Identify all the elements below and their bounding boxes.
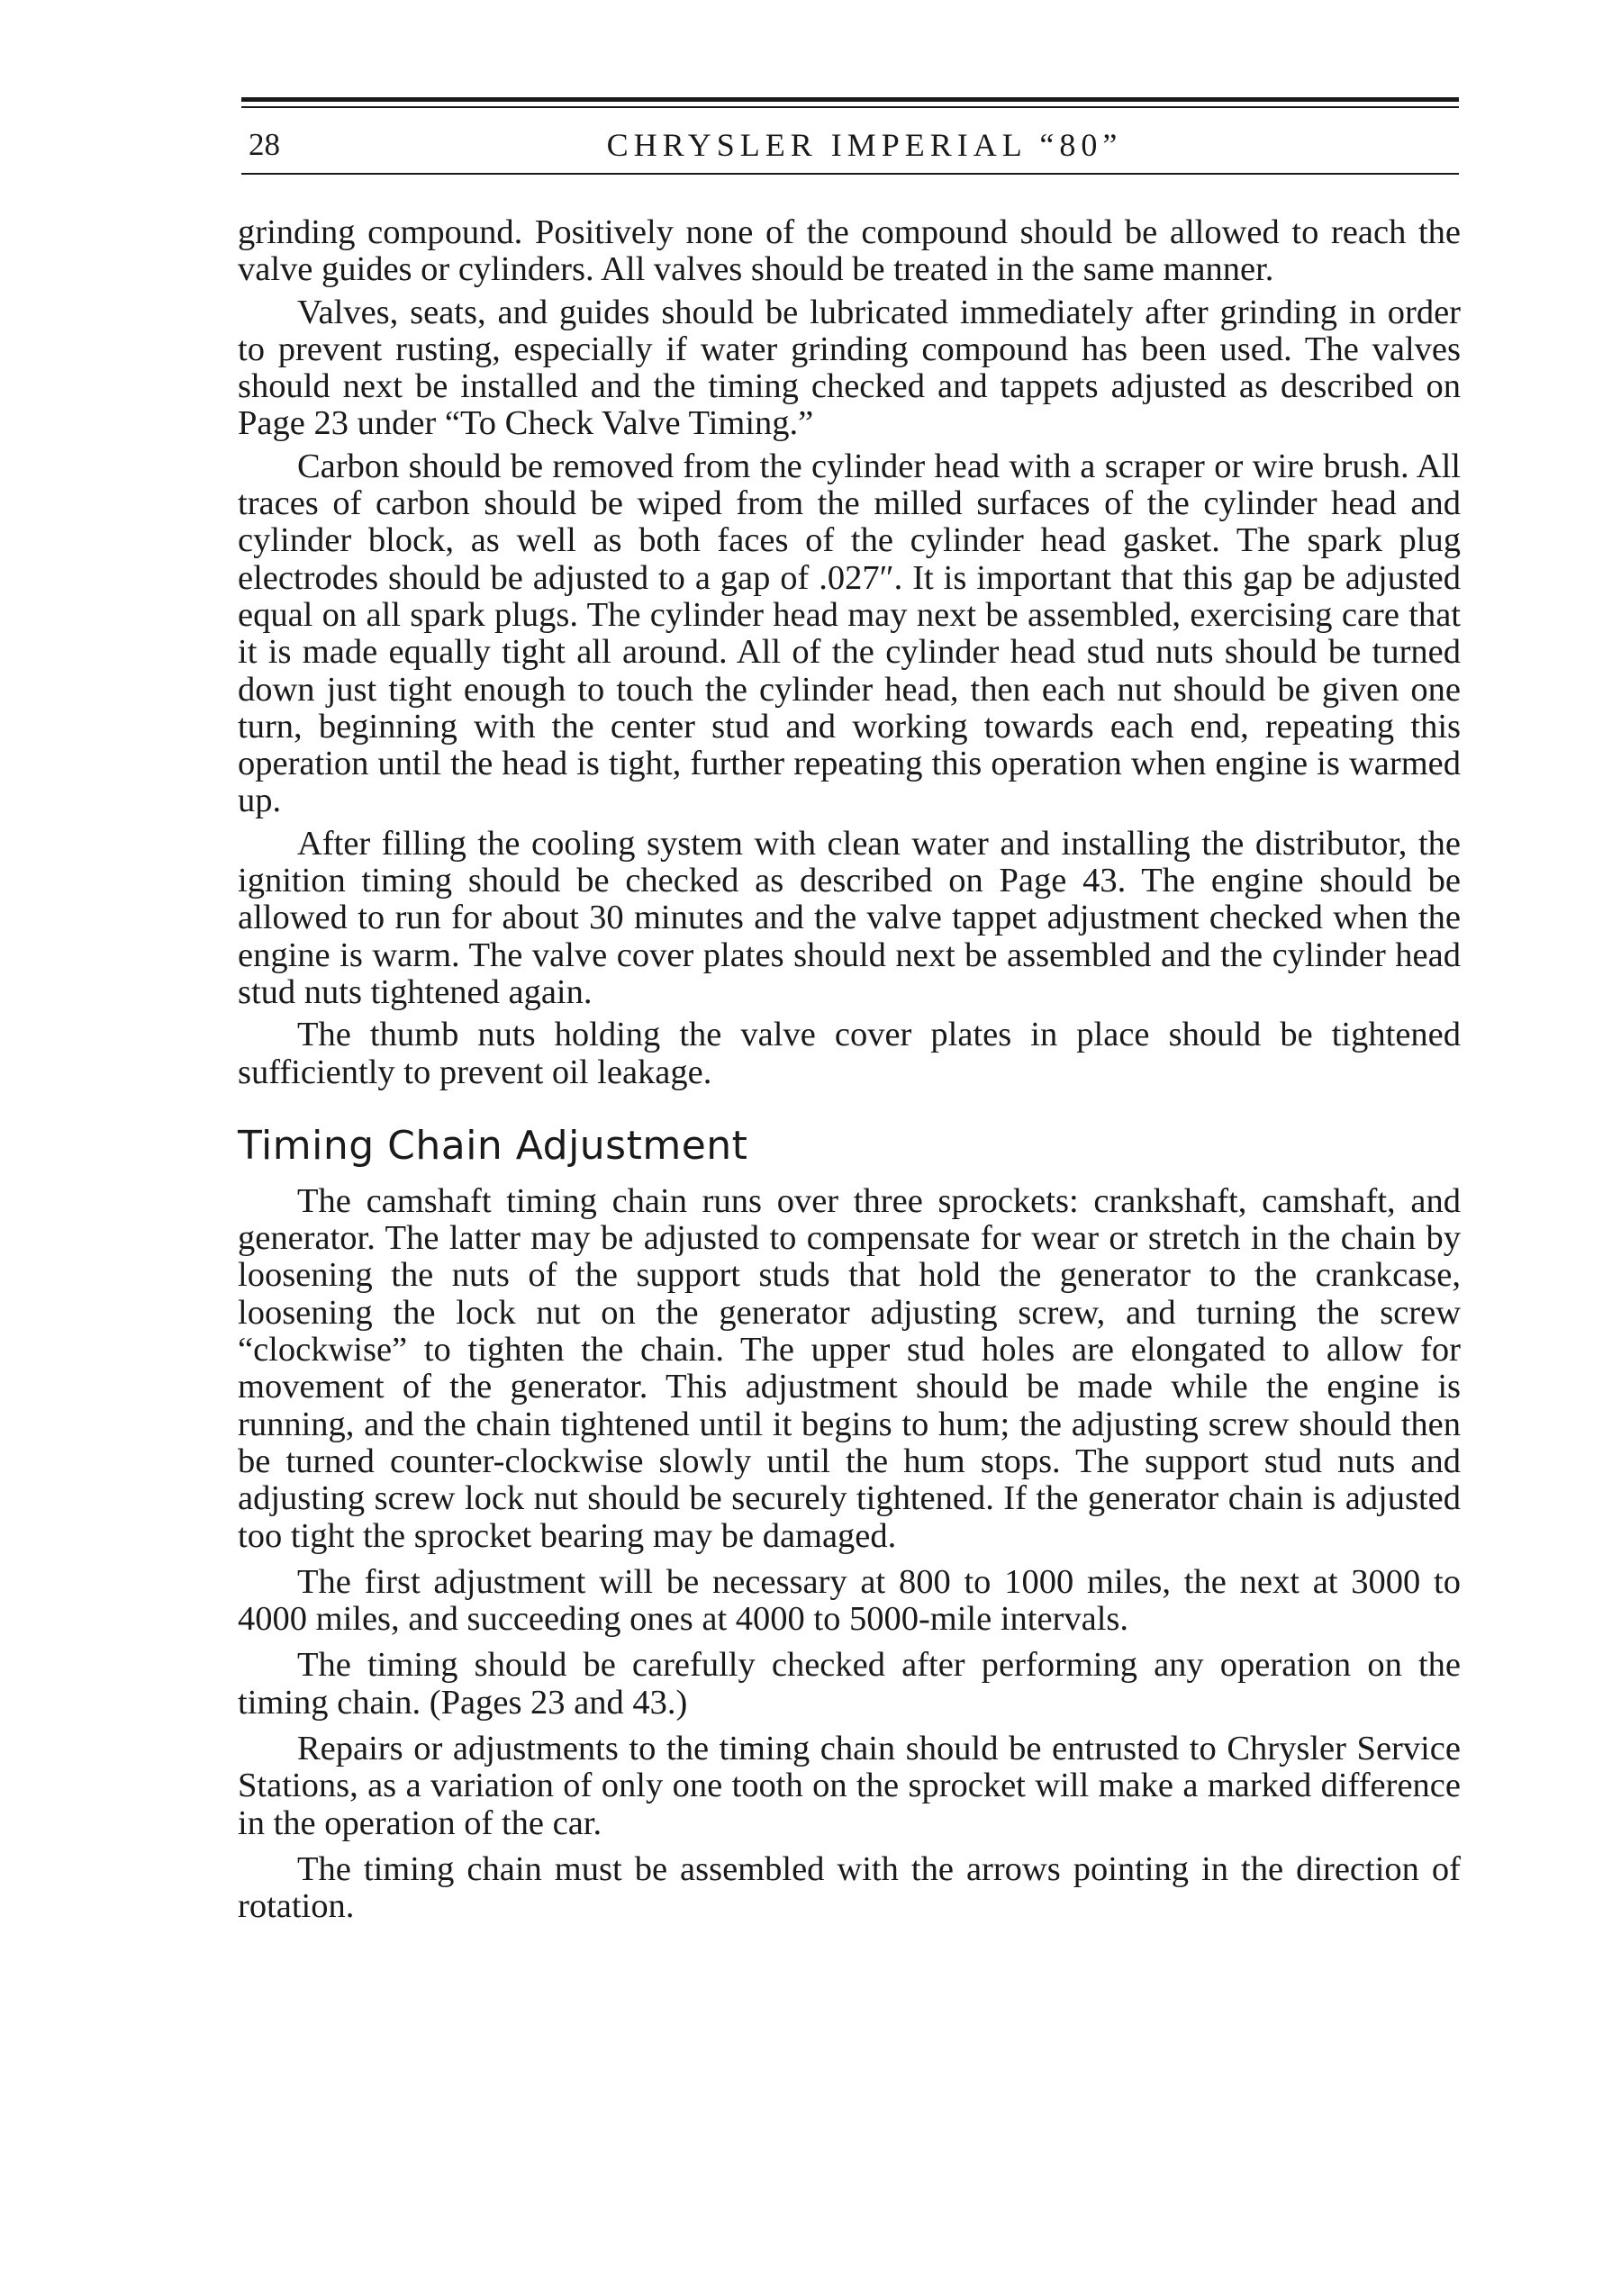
paragraph-timing-check: The timing should be carefully checked after performing any operation on the timing chain. (Pages 23 and 43.): [238, 1646, 1461, 1722]
paragraph-carbon-removal: Carbon should be removed from the cylinder head with a scraper or wire brush. All traces of carbon should be wiped from the milled surfaces of the cylinder head and cylinder block, as well as both faces of the cylinder head gasket. The spark plug electrodes should be adjusted to a gap of .027″. It is important that this gap be adjusted equal on all spark plugs. The cylinder head may next be assembled, exercising care that it is made equally tight all around. All of the cylinder head stud nuts should be turned down just tight enough to touch the cylinder head, then each nut should be given one turn, beginning with the center stud and working towards each end, repeating this operation until the head is tight, further repeating this operation when engine is warmed up.: [238, 447, 1461, 820]
header-rule-top-thin: [241, 106, 1459, 108]
paragraph-camshaft-chain: The camshaft timing chain runs over three sprockets: crankshaft, camshaft, and generator. The latter may be adjusted to compensate for wear or stretch in the chain by loosening the nuts of the support studs that hold the generator to the crankcase, loosening the lock nut on the generator adjusting screw, and turning the screw “clockwise” to tighten the chain. The upper stud holes are elongated to allow for movement of the generator. This adjustment should be made while the engine is running, and the chain tightened until it begins to hum; the adjusting screw should then be turned counter-clockwise slowly until the hum stops. The support stud nuts and adjusting screw lock nut should be securely tightened. If the generator chain is adjusted too tight the sprocket bearing may be damaged.: [238, 1181, 1461, 1555]
page-number: 28: [249, 127, 280, 162]
paragraph-first-adjustment: The first adjustment will be necessary at 800 to 1000 miles, the next at 3000 to 4000 miles, and succeeding ones at 4000 to 5000-mile intervals.: [238, 1562, 1461, 1639]
header-rule-bottom: [241, 173, 1459, 175]
paragraph-valves-lubrication: Valves, seats, and guides should be lubricated immediately after grinding in order to prevent rusting, especially if water grinding compound has been used. The valves should next be installed and the timing checked and tappets adjusted as described on Page 23 under “To Check Valve Timing.”: [238, 293, 1461, 443]
header-rule-top: [241, 97, 1459, 102]
section-heading: Timing Chain Adjustment: [238, 1122, 748, 1169]
body-text: [238, 214, 1461, 1925]
paragraph-arrows: The timing chain must be assembled with the arrows pointing in the direction of rotation.: [238, 1849, 1461, 1926]
paragraph-cooling-system: After filling the cooling system with clean water and installing the distributor, the ignition timing should be checked as described on Page 43. The engine should be allowed to run for about 30 minutes and the valve tappet adjustment checked when the engine is warm. The valve cover plates should next be assembled and the cylinder head stud nuts tightened again.: [238, 824, 1461, 1011]
running-header: [243, 122, 1459, 167]
running-title: CHRYSLER IMPERIAL “80”: [606, 127, 1123, 163]
paragraph-continued: grinding compound. Positively none of the compound should be allowed to reach the valve guides or cylinders. All valves should be treated in the same manner.: [238, 213, 1461, 289]
paragraph-thumb-nuts: The thumb nuts holding the valve cover plates in place should be tightened sufficiently to prevent oil leakage.: [238, 1016, 1461, 1091]
paragraph-repairs: Repairs or adjustments to the timing chain should be entrusted to Chrysler Service Stations, as a variation of only one tooth on the sprocket will make a marked difference in the operation of the car.: [238, 1729, 1461, 1842]
